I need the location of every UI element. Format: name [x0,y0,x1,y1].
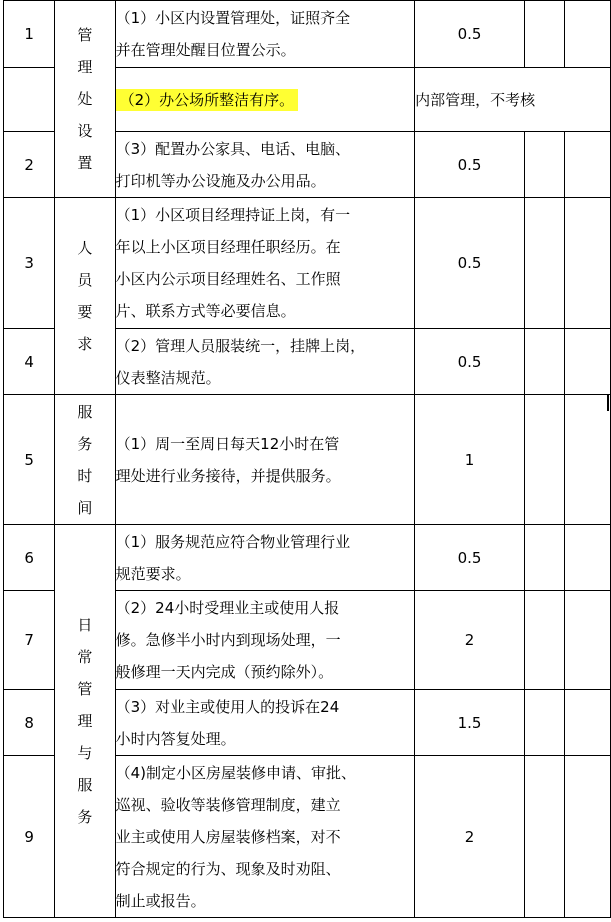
category-cell [55,198,115,395]
row-number [4,68,55,132]
category-char: 常 [77,648,93,666]
table-row [4,525,611,591]
content-line: （3）对业主或使用人的投诉在24 [115,697,340,716]
empty-cell [524,525,564,591]
content-line: 打印机等办公设施及办公用品。 [115,171,326,190]
empty-cell [524,395,564,525]
table-row [4,395,611,525]
content-line: 巡视、验收等装修管理制度，建立 [115,795,341,814]
empty-cell [524,329,564,395]
score-cell: 1 [415,395,525,525]
content-line: 符合规定的行为、现象及时劝阻、 [115,859,341,878]
content-line: （3）配置办公家具、电话、电脑、 [115,139,351,158]
note-cell: 内部管理，不考核 [415,68,611,132]
category-char: 管 [77,680,93,698]
category-char: 设 [77,122,93,140]
content-line: （2）管理人员服装统一，挂牌上岗， [115,336,366,355]
category-char: 置 [77,154,93,172]
content-line: 修。急修半小时内到现场处理，一 [115,631,341,649]
assessment-table [3,0,611,918]
content-cell [115,68,414,132]
table-row [4,1,611,68]
category-char: 间 [77,498,93,517]
row-number: 5 [4,395,55,525]
content-line: 业主或使用人房屋装修档案，对不 [115,827,341,846]
score-cell: 0.5 [415,198,525,329]
content-line: （2）24小时受理业主或使用人报 [115,599,340,617]
category-char: 人 [77,239,93,257]
content-cell [115,395,414,525]
category-char: 与 [77,744,93,762]
category-char: 理 [77,58,93,76]
empty-cell [565,132,611,198]
content-cell [115,690,414,756]
score-cell: 1.5 [415,690,525,756]
category-char: 服 [77,402,93,421]
content-line: 小时内答复处理。 [115,729,236,748]
category-cell [55,525,115,918]
empty-cell [565,329,611,395]
score-cell: 0.5 [415,1,525,68]
category-char: 求 [77,335,93,353]
content-line: （1）小区内设置管理处，证照齐全 [115,9,351,27]
category-cell [55,1,115,198]
content-line: （1）小区项目经理持证上岗，有一 [115,206,351,224]
content-line: 仪表整洁规范。 [115,368,221,387]
content-line: （1）周一至周日每天12小时在管 [115,434,340,453]
category-char: 服 [77,776,93,794]
score-cell: 0.5 [415,525,525,591]
table-row [4,198,611,329]
content-line: （4)制定小区房屋装修申请、审批、 [115,763,357,782]
empty-cell [524,690,564,756]
empty-cell [565,525,611,591]
content-cell [115,132,414,198]
score-cell: 2 [415,756,525,918]
content-line: 制止或报告。 [115,891,206,910]
empty-cell [524,756,564,918]
content-cell [115,329,414,395]
row-number: 6 [4,525,55,591]
category-char: 管 [77,26,93,44]
empty-cell [524,1,564,68]
empty-cell [524,591,564,690]
score-cell: 0.5 [415,329,525,395]
empty-cell [565,756,611,918]
text-cursor [607,395,609,411]
empty-cell [565,395,611,525]
category-char: 员 [77,271,93,289]
row-number: 2 [4,132,55,198]
row-number: 1 [4,1,55,68]
row-number: 9 [4,756,55,918]
content-line: 片、联系方式等必要信息。 [115,302,296,320]
empty-cell [565,1,611,68]
score-cell: 2 [415,591,525,690]
content-cell [115,756,414,918]
content-line [116,84,414,116]
empty-cell [524,198,564,329]
content-cell [115,198,414,329]
row-number: 7 [4,591,55,690]
content-line: 理处进行业务接待，并提供服务。 [115,466,341,485]
category-char: 处 [77,90,93,108]
empty-cell [565,591,611,690]
row-number: 8 [4,690,55,756]
category-char: 时 [77,466,93,485]
empty-cell [565,690,611,756]
content-line: 年以上小区项目经理任职经历。在 [115,238,341,256]
content-cell [115,591,414,690]
empty-cell [565,198,611,329]
row-number: 4 [4,329,55,395]
category-char: 要 [77,303,93,321]
category-char: 务 [77,434,93,453]
content-line: （1）服务规范应符合物业管理行业 [115,532,351,551]
empty-cell [524,132,564,198]
content-cell [115,1,414,68]
category-char: 理 [77,712,93,730]
category-char: 日 [77,616,93,634]
content-line: 小区内公示项目经理姓名、工作照 [115,270,341,288]
category-char: 务 [77,808,93,826]
content-line: 般修理一天内完成（预约除外）。 [115,663,334,681]
score-cell: 0.5 [415,132,525,198]
row-number: 3 [4,198,55,329]
content-cell [115,525,414,591]
content-line: 并在管理处醒目位置公示。 [115,41,296,59]
content-line: 规范要求。 [115,564,191,583]
highlighted-text: （2）办公场所整洁有序。 [116,89,299,111]
category-cell [55,395,115,525]
